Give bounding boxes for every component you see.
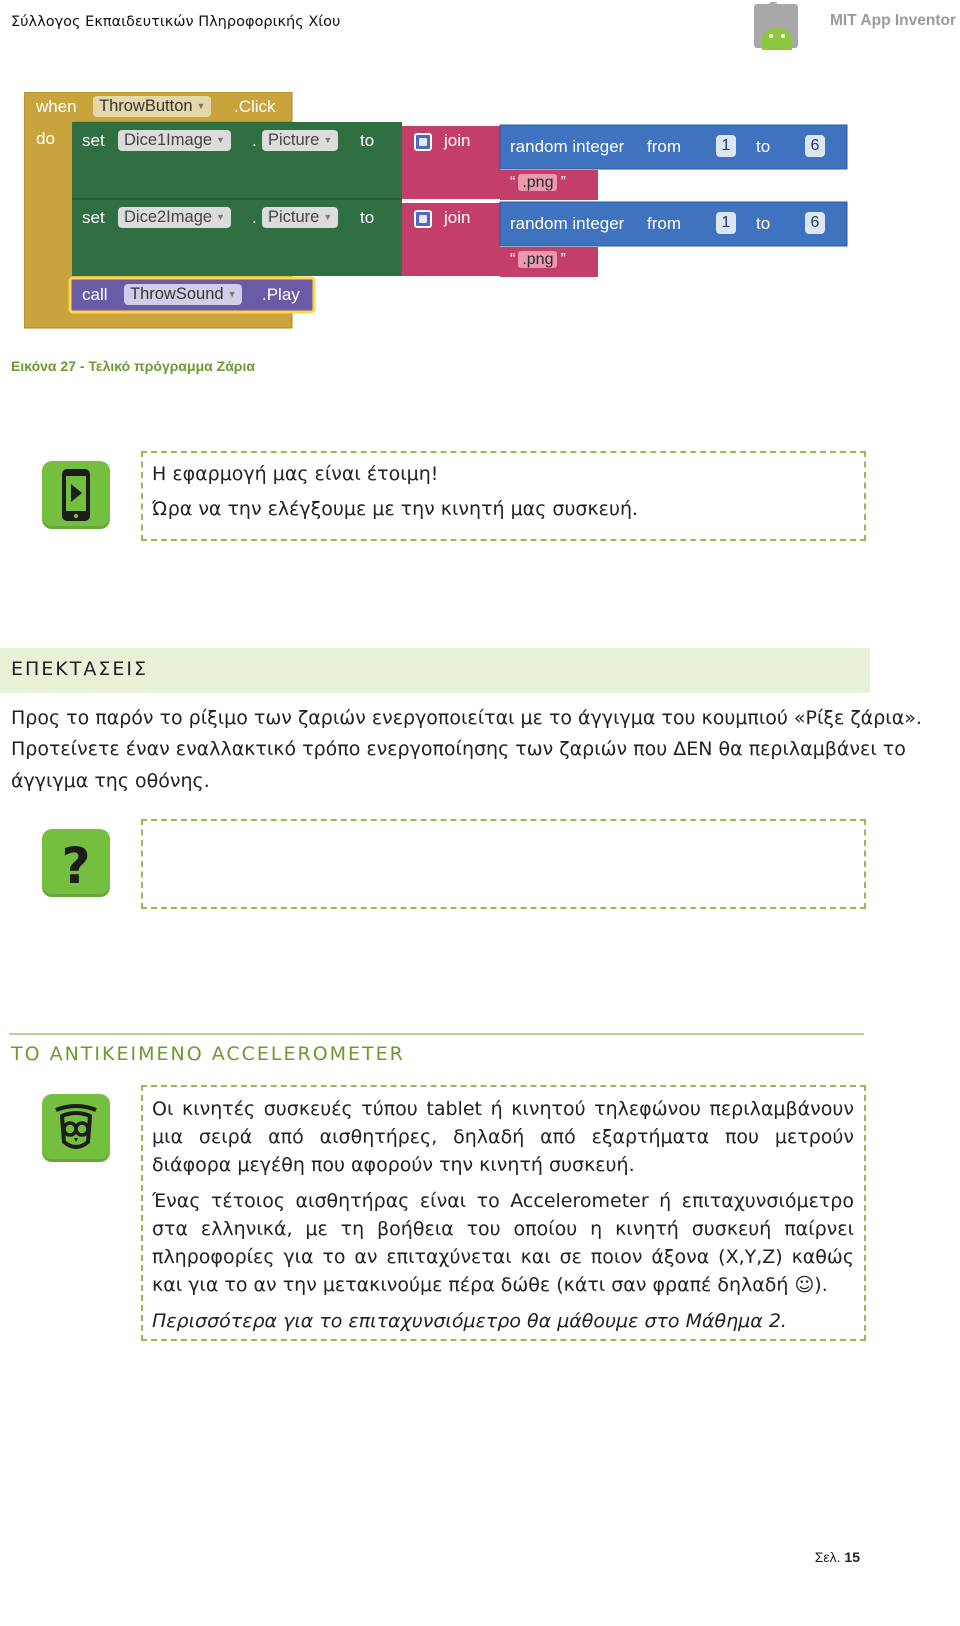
to-value-1[interactable]: 6	[805, 135, 825, 157]
to-value-2[interactable]: 6	[805, 212, 825, 234]
mutator-gear-icon[interactable]	[414, 210, 432, 228]
from-label-1: from	[647, 137, 681, 156]
set-label-2: set	[82, 208, 105, 227]
mutator-gear-icon[interactable]	[414, 133, 432, 151]
join-label-2: join	[444, 208, 471, 227]
extensions-line-1: Προς το παρόν το ρίξιμο των ζαριών ενεργοποιείται με το άγγιγμα του κουμπιού «Ρίξε ζάρια».	[11, 707, 922, 729]
tip-line-2: Ώρα να την ελέγξουμε με την κινητή μας συσκευή.	[152, 498, 639, 520]
dropdown-arrow-icon: ▼	[196, 101, 206, 112]
event-name-label: .Click	[234, 97, 276, 116]
answer-box[interactable]	[141, 819, 866, 909]
event-component-dropdown[interactable]: ThrowButton ▼	[93, 96, 211, 117]
accelerometer-text	[152, 1095, 854, 1343]
when-label: when	[36, 97, 77, 116]
property-dropdown-1[interactable]: Picture ▼	[262, 130, 338, 151]
call-component-dropdown[interactable]: ThrowSound ▼	[124, 284, 242, 305]
to-label-math-2: to	[756, 214, 771, 233]
phone-play-icon	[42, 461, 110, 529]
question-mark-icon	[42, 829, 110, 897]
extensions-line-2: Προτείνετε έναν εναλλακτικό τρόπο ενεργοποίησης των ζαριών που ΔΕΝ θα περιλαμβάνει το	[11, 738, 906, 760]
dropdown-arrow-icon: ▼	[216, 212, 225, 223]
figure-caption: Εικόνα 27 - Τελικό πρόγραμμα Ζάρια	[11, 358, 255, 374]
page-label: Σελ.	[814, 1549, 841, 1565]
logo-text: MIT App Inventor	[830, 12, 956, 29]
accelerometer-paragraph-1: Οι κινητές συσκευές τύπου tablet ή κινητού τηλεφώνου περιλαμβάνουν μια σειρά από αισθητήρες, δηλαδή από εξαρτήματα που μετρούν διάφορα μεγέθη που αφορούν την κινητή συσκευή.	[152, 1098, 854, 1176]
dropdown-arrow-icon: ▼	[216, 135, 225, 146]
section-divider	[9, 1033, 864, 1035]
page-value: 15	[844, 1549, 860, 1565]
dropdown-arrow-icon: ▼	[323, 212, 333, 223]
dot-1: .	[252, 131, 257, 150]
extensions-line-3: άγγιγμα της οθόνης.	[11, 770, 210, 792]
to-label-2: to	[360, 208, 375, 227]
call-label: call	[82, 285, 108, 304]
app-inventor-logo	[778, 2, 960, 52]
from-value-1[interactable]: 1	[716, 135, 736, 157]
dice1-component-dropdown[interactable]: Dice1Image ▼	[118, 130, 231, 151]
header-org-name: Σύλλογος Εκπαιδευτικών Πληροφορικής Χίου	[11, 14, 341, 30]
owl-icon	[42, 1094, 110, 1162]
call-method-label: .Play	[262, 285, 300, 304]
random-integer-label-2: random integer	[510, 214, 625, 233]
android-puzzle-icon	[752, 2, 802, 52]
dot-2: .	[252, 208, 257, 227]
page-number	[815, 1549, 860, 1565]
from-label-2: from	[647, 214, 681, 233]
blocks-program	[24, 92, 884, 342]
to-label-math-1: to	[756, 137, 771, 156]
dropdown-arrow-icon: ▼	[323, 135, 333, 146]
set-label-1: set	[82, 131, 105, 150]
property-dropdown-2[interactable]: Picture ▼	[262, 207, 338, 228]
from-value-2[interactable]: 1	[716, 212, 736, 234]
join-label-1: join	[444, 131, 471, 150]
to-label-1: to	[360, 131, 375, 150]
string-value-1[interactable]: .png	[518, 174, 557, 191]
accelerometer-paragraph-2: Ένας τέτοιος αισθητήρας είναι το Accelerometer ή επιταχυνσιόμετρο στα ελληνικά, με τη βοήθεια του οποίου η κινητή συσκευή παίρνει πληροφορίες για το αν επιταχύνεται και σε ποιον άξονα (X,Y,Z) καθώς και για το αν την μετακινούμε πέρα δώθε (κάτι σαν φραπέ δηλαδή ☺).	[152, 1190, 854, 1296]
tip-line-1: Η εφαρμογή μας είναι έτοιμη!	[152, 463, 439, 485]
extensions-title: ΕΠΕΚΤΑΣΕΙΣ	[11, 658, 148, 680]
dice2-component-dropdown[interactable]: Dice2Image ▼	[118, 207, 231, 228]
do-label: do	[36, 129, 55, 148]
string-block-2[interactable]: “ .png ”	[510, 251, 566, 268]
svg-text:?: ?	[61, 837, 91, 895]
dropdown-arrow-icon: ▼	[227, 289, 237, 300]
accelerometer-paragraph-3: Περισσότερα για το επιταχυνσιόμετρο θα μάθουμε στο Μάθημα 2.	[152, 1310, 787, 1332]
accelerometer-title: ΤΟ ΑΝΤΙΚΕΙΜΕΝΟ ACCELEROMETER	[11, 1043, 405, 1065]
string-value-2[interactable]: .png	[518, 251, 557, 268]
random-integer-label-1: random integer	[510, 137, 625, 156]
string-block-1[interactable]: “ .png ”	[510, 174, 566, 191]
